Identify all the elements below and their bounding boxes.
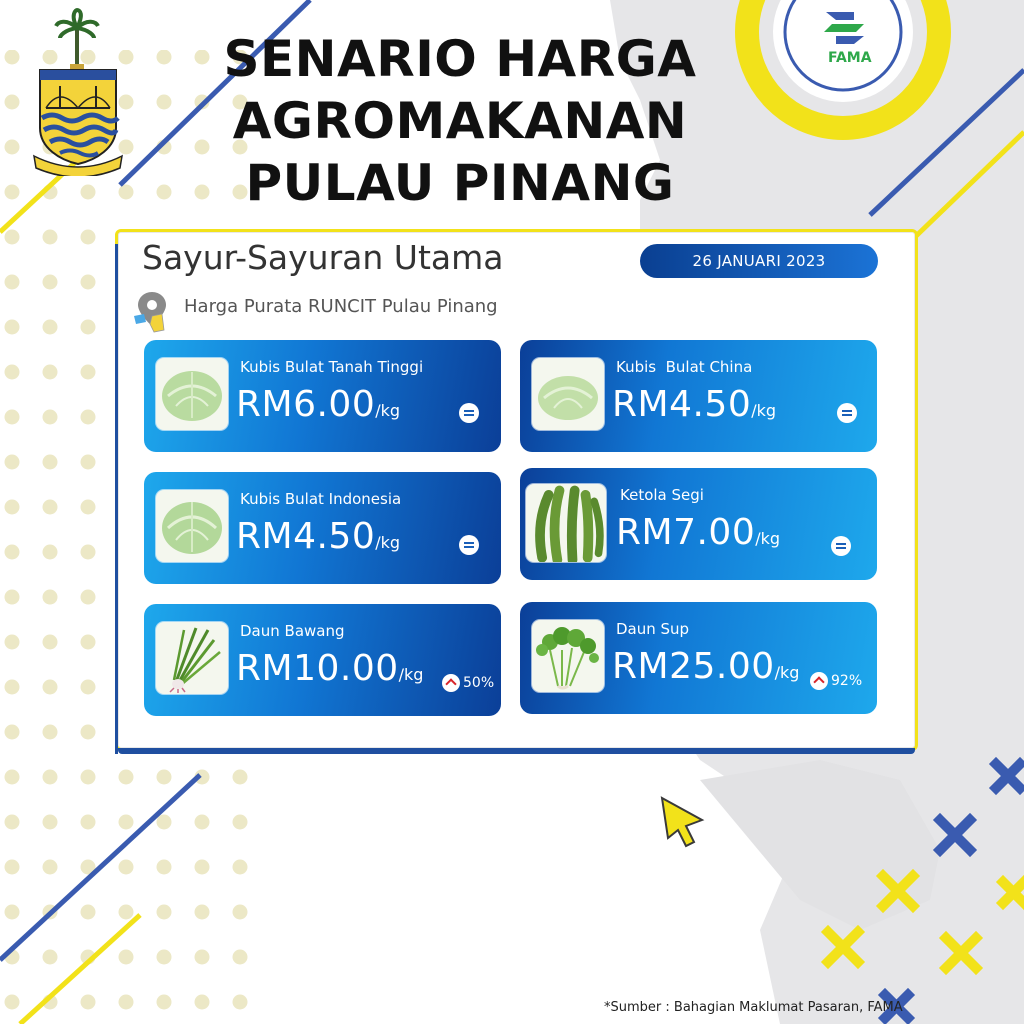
price-card-6 [520, 602, 877, 714]
location-pin-icon [132, 290, 180, 336]
change-percent: 92% [831, 672, 863, 689]
price-unit: /kg [375, 533, 401, 552]
price-value: RM4.50 [236, 516, 376, 557]
cabbage-icon [532, 358, 604, 430]
increase-arrow-icon [810, 672, 828, 690]
price-value: RM4.50 [612, 384, 752, 425]
page-title [170, 28, 750, 214]
item-name: Ketola Segi [620, 486, 704, 504]
luffa-icon [526, 484, 606, 562]
price-card-2 [520, 340, 877, 452]
no-change-icon [837, 403, 857, 423]
cabbage-icon [156, 490, 228, 562]
date-badge: 26 JANUARI 2023 [640, 244, 878, 278]
item-price [236, 384, 400, 425]
price-unit: /kg [751, 401, 777, 420]
price-value: RM7.00 [616, 512, 756, 553]
price-change [442, 672, 494, 692]
panel-accent [115, 244, 118, 754]
no-change-icon [831, 536, 851, 556]
item-name: Kubis Bulat Indonesia [240, 490, 402, 508]
item-name: Kubis Bulat China [616, 358, 753, 376]
penang-crest-logo [30, 8, 126, 176]
fama-logo [790, 0, 900, 80]
price-card-5 [144, 604, 501, 716]
change-percent: 50% [463, 674, 495, 691]
location-text: Harga Purata RUNCIT Pulau Pinang [184, 296, 498, 317]
celery-icon [532, 620, 604, 692]
item-name: Daun Bawang [240, 622, 345, 640]
price-change [810, 670, 862, 690]
item-price [236, 516, 400, 557]
item-name: Daun Sup [616, 620, 690, 638]
item-price [236, 648, 423, 689]
item-price [612, 646, 799, 687]
price-unit: /kg [375, 401, 401, 420]
price-unit: /kg [398, 665, 424, 684]
price-panel [115, 229, 918, 751]
source-note: *Sumber : Bahagian Maklumat Pasaran, FAMA [604, 1000, 903, 1015]
price-unit: /kg [755, 529, 781, 548]
price-card-3 [144, 472, 501, 584]
panel-title: Sayur-Sayuran Utama [142, 238, 504, 277]
price-value: RM25.00 [612, 646, 775, 687]
title-line-1: SENARIO HARGA [223, 30, 697, 88]
cabbage-icon [156, 358, 228, 430]
price-value: RM10.00 [236, 648, 399, 689]
increase-arrow-icon [442, 674, 460, 692]
no-change-icon [459, 403, 479, 423]
item-name: Kubis Bulat Tanah Tinggi [240, 358, 424, 376]
title-line-3: PULAU PINANG [245, 154, 675, 212]
title-line-2: AGROMAKANAN [232, 92, 688, 150]
spring-onion-icon [156, 622, 228, 694]
price-card-4 [520, 468, 877, 580]
no-change-icon [459, 535, 479, 555]
price-card-1 [144, 340, 501, 452]
price-unit: /kg [774, 663, 800, 682]
price-value: RM6.00 [236, 384, 376, 425]
item-price [616, 512, 780, 553]
item-price [612, 384, 776, 425]
location-row [132, 290, 552, 326]
fama-logo-text: FAMA [828, 50, 872, 66]
